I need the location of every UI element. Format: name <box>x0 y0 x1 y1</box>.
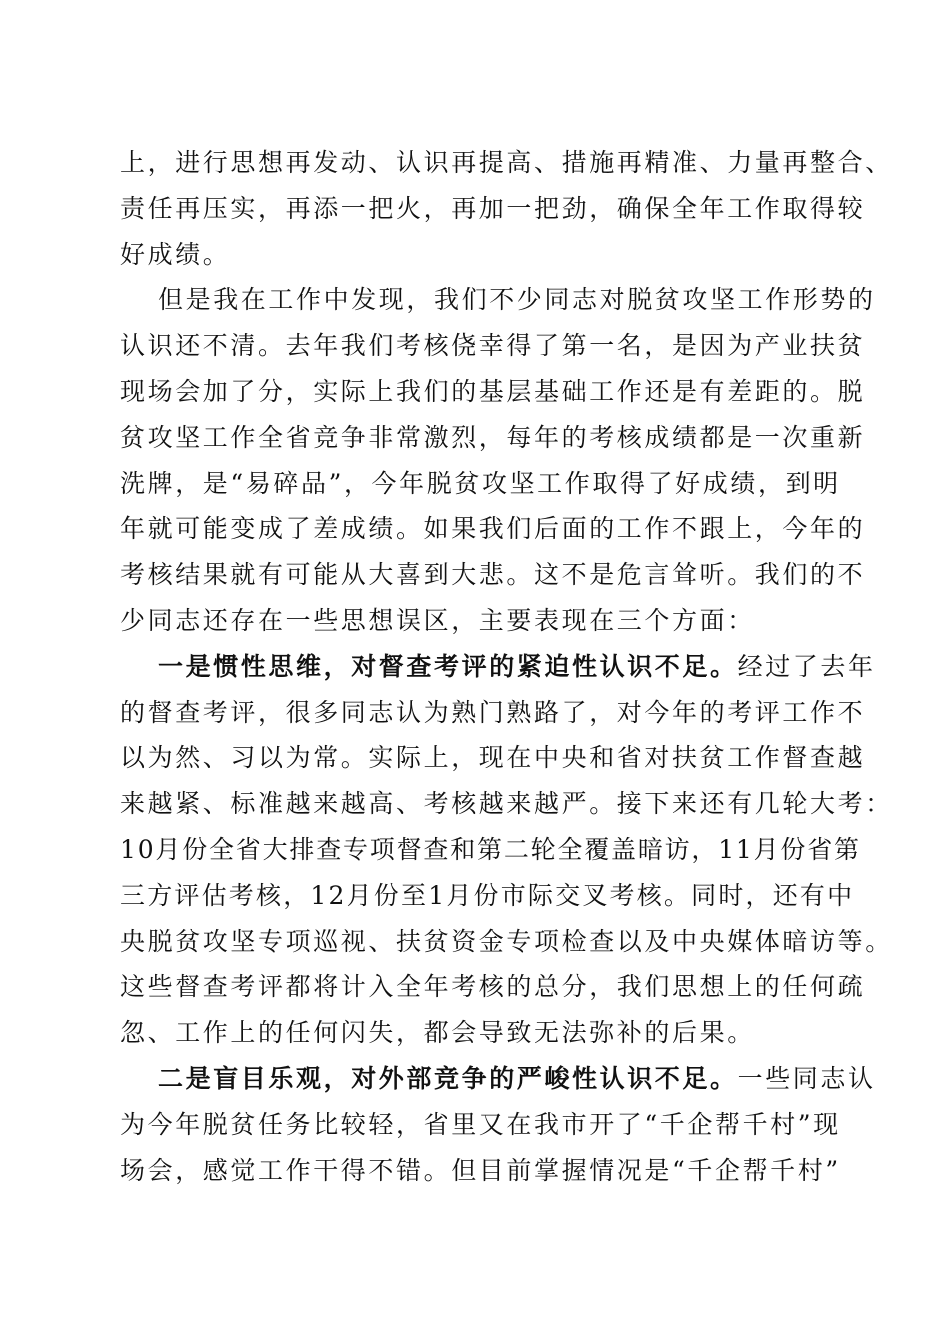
text-line: 三方评估考核，12月份至1月份市际交叉考核。同时，还有中 <box>120 880 855 910</box>
text-line: 好成绩。 <box>120 239 231 269</box>
point-heading-1: 一是惯性思维，对督查考评的紧迫性认识不足。 <box>158 651 738 681</box>
text-line: 以为然、习以为常。实际上，现在中央和省对扶贫工作督查越 <box>120 743 866 773</box>
paragraph-4 <box>120 1056 876 1193</box>
text-line: 10月份全省大排查专项督查和第二轮全覆盖暗访，11月份省第 <box>120 834 861 864</box>
text-line: 贫攻坚工作全省竞争非常激烈，每年的考核成绩都是一次重新 <box>120 422 866 452</box>
text-line: 现场会加了分，实际上我们的基层基础工作还是有差距的。脱 <box>120 376 866 406</box>
text-line: 央脱贫攻坚专项巡视、扶贫资金专项检查以及中央媒体暗访等。 <box>120 926 893 956</box>
text-line: 年就可能变成了差成绩。如果我们后面的工作不跟上，今年的 <box>120 514 866 544</box>
text-line: 来越紧、标准越来越高、考核越来越严。接下来还有几轮大考： <box>120 789 893 819</box>
text-line <box>120 1056 876 1102</box>
paragraph-2 <box>120 277 876 643</box>
text-line: 但是我在工作中发现，我们不少同志对脱贫攻坚工作形势的 <box>158 285 876 315</box>
text-run: 经过了去年 <box>737 651 876 681</box>
text-line: 洗牌，是“易碎品”，今年脱贫攻坚工作取得了好成绩，到明 <box>120 468 841 498</box>
text-line: 考核结果就有可能从大喜到大悲。这不是危言耸听。我们的不 <box>120 560 866 590</box>
text-line: 这些督查考评都将计入全年考核的总分，我们思想上的任何疏 <box>120 972 866 1002</box>
document-page <box>120 140 893 1193</box>
text-line: 认识还不清。去年我们考核侥幸得了第一名，是因为产业扶贫 <box>120 331 866 361</box>
text-line: 上，进行思想再发动、认识再提高、措施再精准、力量再整合、 <box>120 148 893 177</box>
text-line: 忽、工作上的任何闪失，都会导致无法弥补的后果。 <box>120 1018 755 1048</box>
text-line: 的督查考评，很多同志认为熟门熟路了，对今年的考评工作不 <box>120 697 866 727</box>
text-run: 一些同志认 <box>737 1063 876 1093</box>
text-line: 场会，感觉工作干得不错。但目前掌握情况是“千企帮千村” <box>120 1155 841 1185</box>
text-line <box>120 644 876 690</box>
paragraph-3 <box>120 644 893 1056</box>
text-line: 少同志还存在一些思想误区，主要表现在三个方面： <box>120 605 755 635</box>
text-line: 责任再压实，再添一把火，再加一把劲，确保全年工作取得较 <box>120 193 866 223</box>
point-heading-2: 二是盲目乐观，对外部竞争的严峻性认识不足。 <box>158 1063 738 1093</box>
paragraph-1 <box>120 140 893 277</box>
text-line: 为今年脱贫任务比较轻，省里又在我市开了“千企帮千村”现 <box>120 1109 841 1139</box>
